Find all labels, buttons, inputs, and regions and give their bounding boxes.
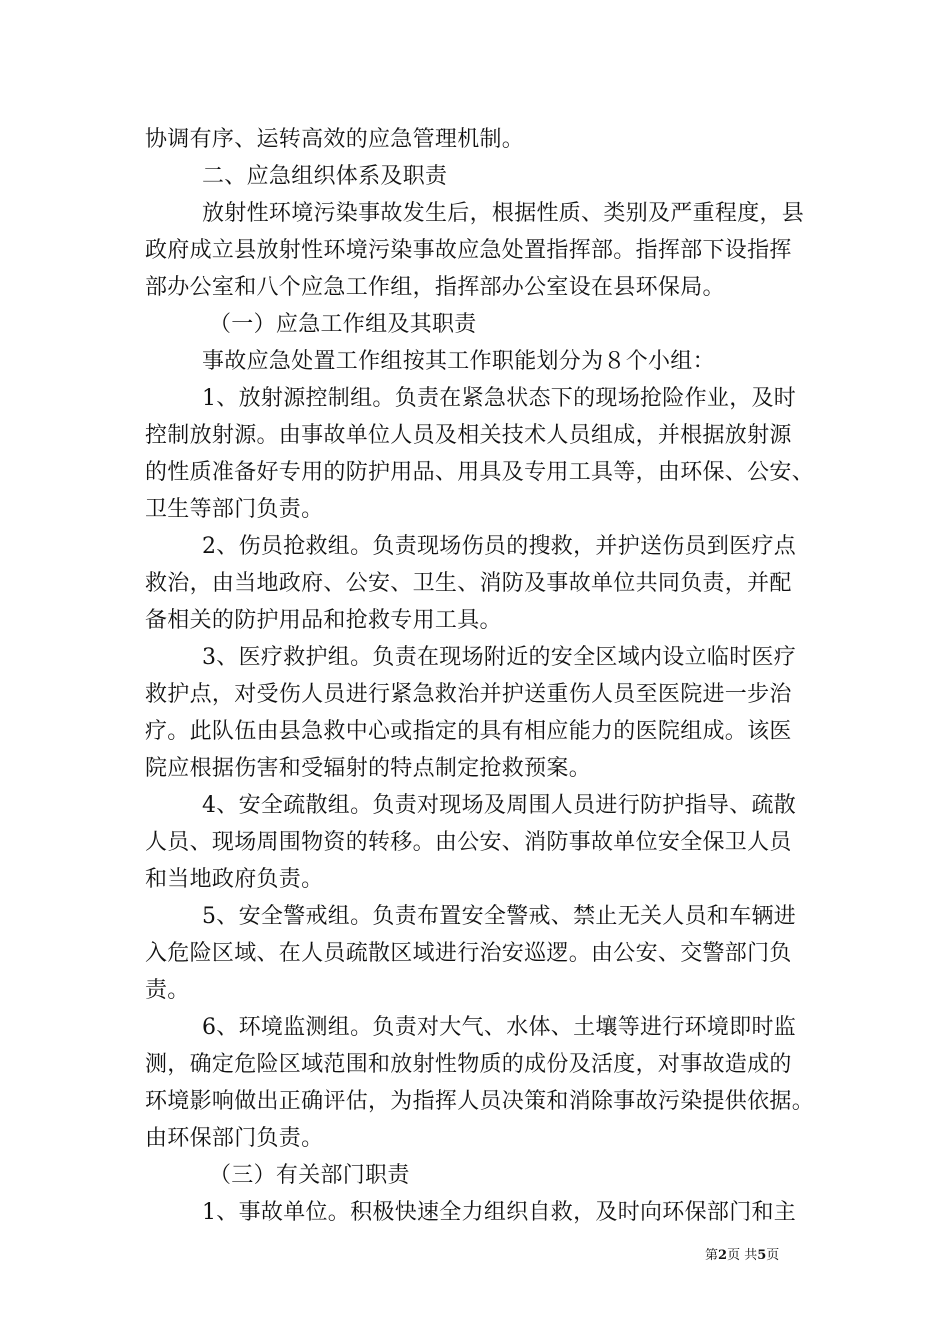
footer-page-number: 2 — [718, 1248, 728, 1263]
text-line: 放射性环境污染事故发生后，根据性质、类别及严重程度，县 — [202, 201, 805, 226]
text-line: 5、安全警戒组。负责布置安全警戒、禁止无关人员和车辆进 — [202, 904, 797, 929]
text-line: 的性质准备好专用的防护用品、用具及专用工具等，由环保、公安、 — [145, 460, 815, 485]
text-line: 环境影响做出正确评估，为指挥人员决策和消除事故污染提供依据。 — [145, 1089, 815, 1114]
text-line: 1、放射源控制组。负责在紧急状态下的现场抢险作业，及时 — [202, 386, 797, 411]
text-line: 人员、现场周围物资的转移。由公安、消防事故单位安全保卫人员 — [145, 830, 792, 855]
text-line: 部办公室和八个应急工作组，指挥部办公室设在县环保局。 — [145, 275, 725, 300]
text-line: 2、伤员抢救组。负责现场伤员的搜救，并护送伤员到医疗点 — [202, 534, 797, 559]
text-line: 协调有序、运转高效的应急管理机制。 — [145, 127, 525, 152]
text-line: 院应根据伤害和受辐射的特点制定抢救预案。 — [145, 756, 592, 781]
footer-total-pages: 5 — [757, 1248, 767, 1263]
text-line: 1、事故单位。积极快速全力组织自救，及时向环保部门和主 — [202, 1200, 797, 1225]
text-line: 事故应急处置工作组按其工作职能划分为８个小组： — [202, 349, 715, 374]
section-heading: 二、应急组织体系及职责 — [202, 164, 448, 189]
footer-middle: 页 共 — [727, 1248, 758, 1263]
text-line: 由环保部门负责。 — [145, 1126, 324, 1151]
text-line: 备相关的防护用品和抢救专用工具。 — [145, 608, 502, 633]
text-line: 政府成立县放射性环境污染事故应急处置指挥部。指挥部下设指挥 — [145, 238, 792, 263]
text-line: 3、医疗救护组。负责在现场附近的安全区域内设立临时医疗 — [202, 645, 797, 670]
page-footer — [705, 1247, 779, 1265]
subsection-heading: （三）有关部门职责 — [209, 1163, 410, 1188]
subsection-heading: （一）应急工作组及其职责 — [209, 312, 477, 337]
footer-prefix: 第 — [705, 1248, 719, 1263]
text-line: 责。 — [145, 978, 190, 1003]
text-line: 救治，由当地政府、公安、卫生、消防及事故单位共同负责，并配 — [145, 571, 792, 596]
text-line: 入危险区域、在人员疏散区域进行治安巡逻。由公安、交警部门负 — [145, 941, 792, 966]
text-line: 救护点，对受伤人员进行紧急救治并护送重伤人员至医院进一步治 — [145, 682, 792, 707]
text-line: 卫生等部门负责。 — [145, 497, 324, 522]
text-line: 和当地政府负责。 — [145, 867, 324, 892]
text-line: 疗。此队伍由县急救中心或指定的具有相应能力的医院组成。该医 — [145, 719, 792, 744]
text-line: 测，确定危险区域范围和放射性物质的成份及活度，对事故造成的 — [145, 1052, 792, 1077]
text-line: 6、环境监测组。负责对大气、水体、土壤等进行环境即时监 — [202, 1015, 797, 1040]
text-line: 控制放射源。由事故单位人员及相关技术人员组成，并根据放射源 — [145, 423, 792, 448]
footer-suffix: 页 — [766, 1248, 780, 1263]
text-line: 4、安全疏散组。负责对现场及周围人员进行防护指导、疏散 — [202, 793, 797, 818]
